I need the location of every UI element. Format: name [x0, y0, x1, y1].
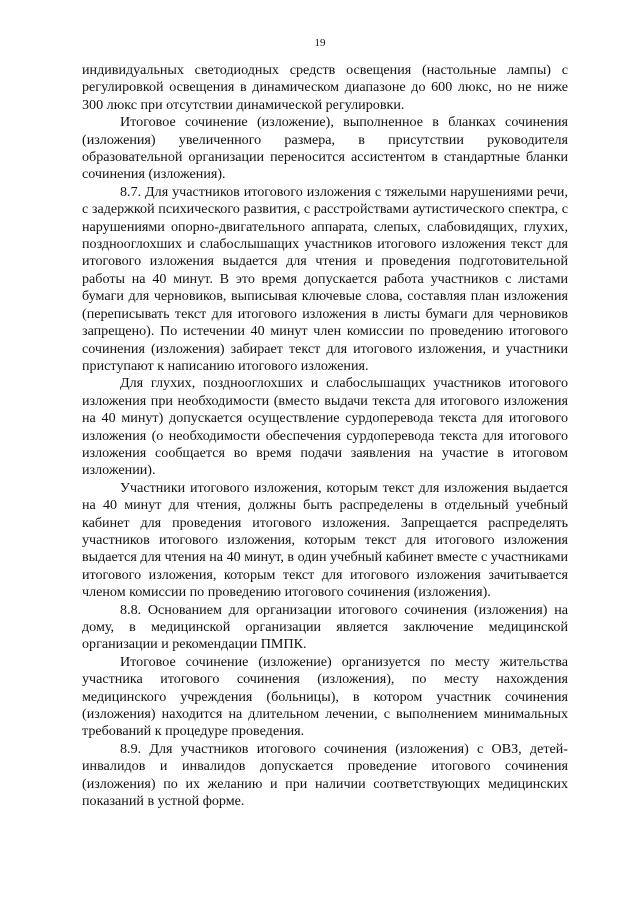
paragraph-separate-classroom: Участники итогового изложения, которым текст для изложения выдается на 40 минут для чтения, должны быть распределены в отдельный учебный кабинет для проведения итогового изложения. Запрещается распределять участников итогового изложения, которым текст для итогового изложения выдается для чтения на 40 минут, в один учебный кабинет вместе с участниками итогового изложения, которым текст для итогового изложения зачитывается членом комиссии по проведению итогового сочинения (изложения). — [82, 479, 568, 601]
paragraph-lighting-continuation: индивидуальных светодиодных средств освещения (настольные лампы) с регулировкой освещения в динамическом диапазоне до 600 люкс, но не ниже 300 люкс при отсутствии динамической регулировки. — [82, 62, 568, 113]
paragraph-enlarged-forms-transfer: Итоговое сочинение (изложение), выполненное в бланках сочинения (изложения) увеличенного размера, в присутствии руководителя образовательной организации переносится ассистентом в стандартные бланки сочинения (изложения). — [82, 114, 568, 183]
paragraph-section-8-9: 8.9. Для участников итогового сочинения (изложения) с ОВЗ, детей-инвалидов и инвалидов допускается проведение итогового сочинения (изложения) по их желанию и при наличии соответствующих медицинских показаний в устной форме. — [82, 740, 568, 810]
paragraph-sign-language-translation: Для глухих, позднооглохших и слабослышащих участников итогового изложения при необходимости (вместо выдачи текста для итогового изложения на 40 минут) допускается осуществление сурдоперевода текста для итогового изложения (о необходимости обеспечения сурдоперевода текста для итогового изложения сообщается во время подачи заявления на участие в итоговом изложении). — [82, 375, 568, 479]
paragraph-section-8-8: 8.8. Основанием для организации итогового сочинения (изложения) на дому, в медицинской организации является заключение медицинской организации и рекомендации ПМПК. — [82, 601, 568, 653]
paragraph-home-organization: Итоговое сочинение (изложение) организуется по месту жительства участника итогового сочинения (изложения), по месту нахождения медицинского учреждения (больницы), в котором участник сочинения (изложения) находится на длительном лечении, с выполнением минимальных требований к процедуре проведения. — [82, 653, 568, 740]
document-body — [82, 62, 568, 810]
page-number: 19 — [314, 37, 326, 49]
paragraph-section-8-7: 8.7. Для участников итогового изложения с тяжелыми нарушениями речи, с задержкой психического развития, с расстройствами аутистического спектра, с нарушениями опорно-двигательного аппарата, слепых, слабовидящих, глухих, позднооглохших и слабослышащих участников итогового изложения текст для итогового изложения выдается для чтения и проведения подготовительной работы на 40 минут. В это время допускается работа участников с листами бумаги для черновиков, выписывая ключевые слова, составляя план изложения (переписывать текст для итогового изложения в листы бумаги для черновиков запрещено). По истечении 40 минут член комиссии по проведению итогового сочинения (изложения) забирает текст для итогового изложения, и участники приступают к написанию итогового изложения. — [82, 183, 568, 374]
